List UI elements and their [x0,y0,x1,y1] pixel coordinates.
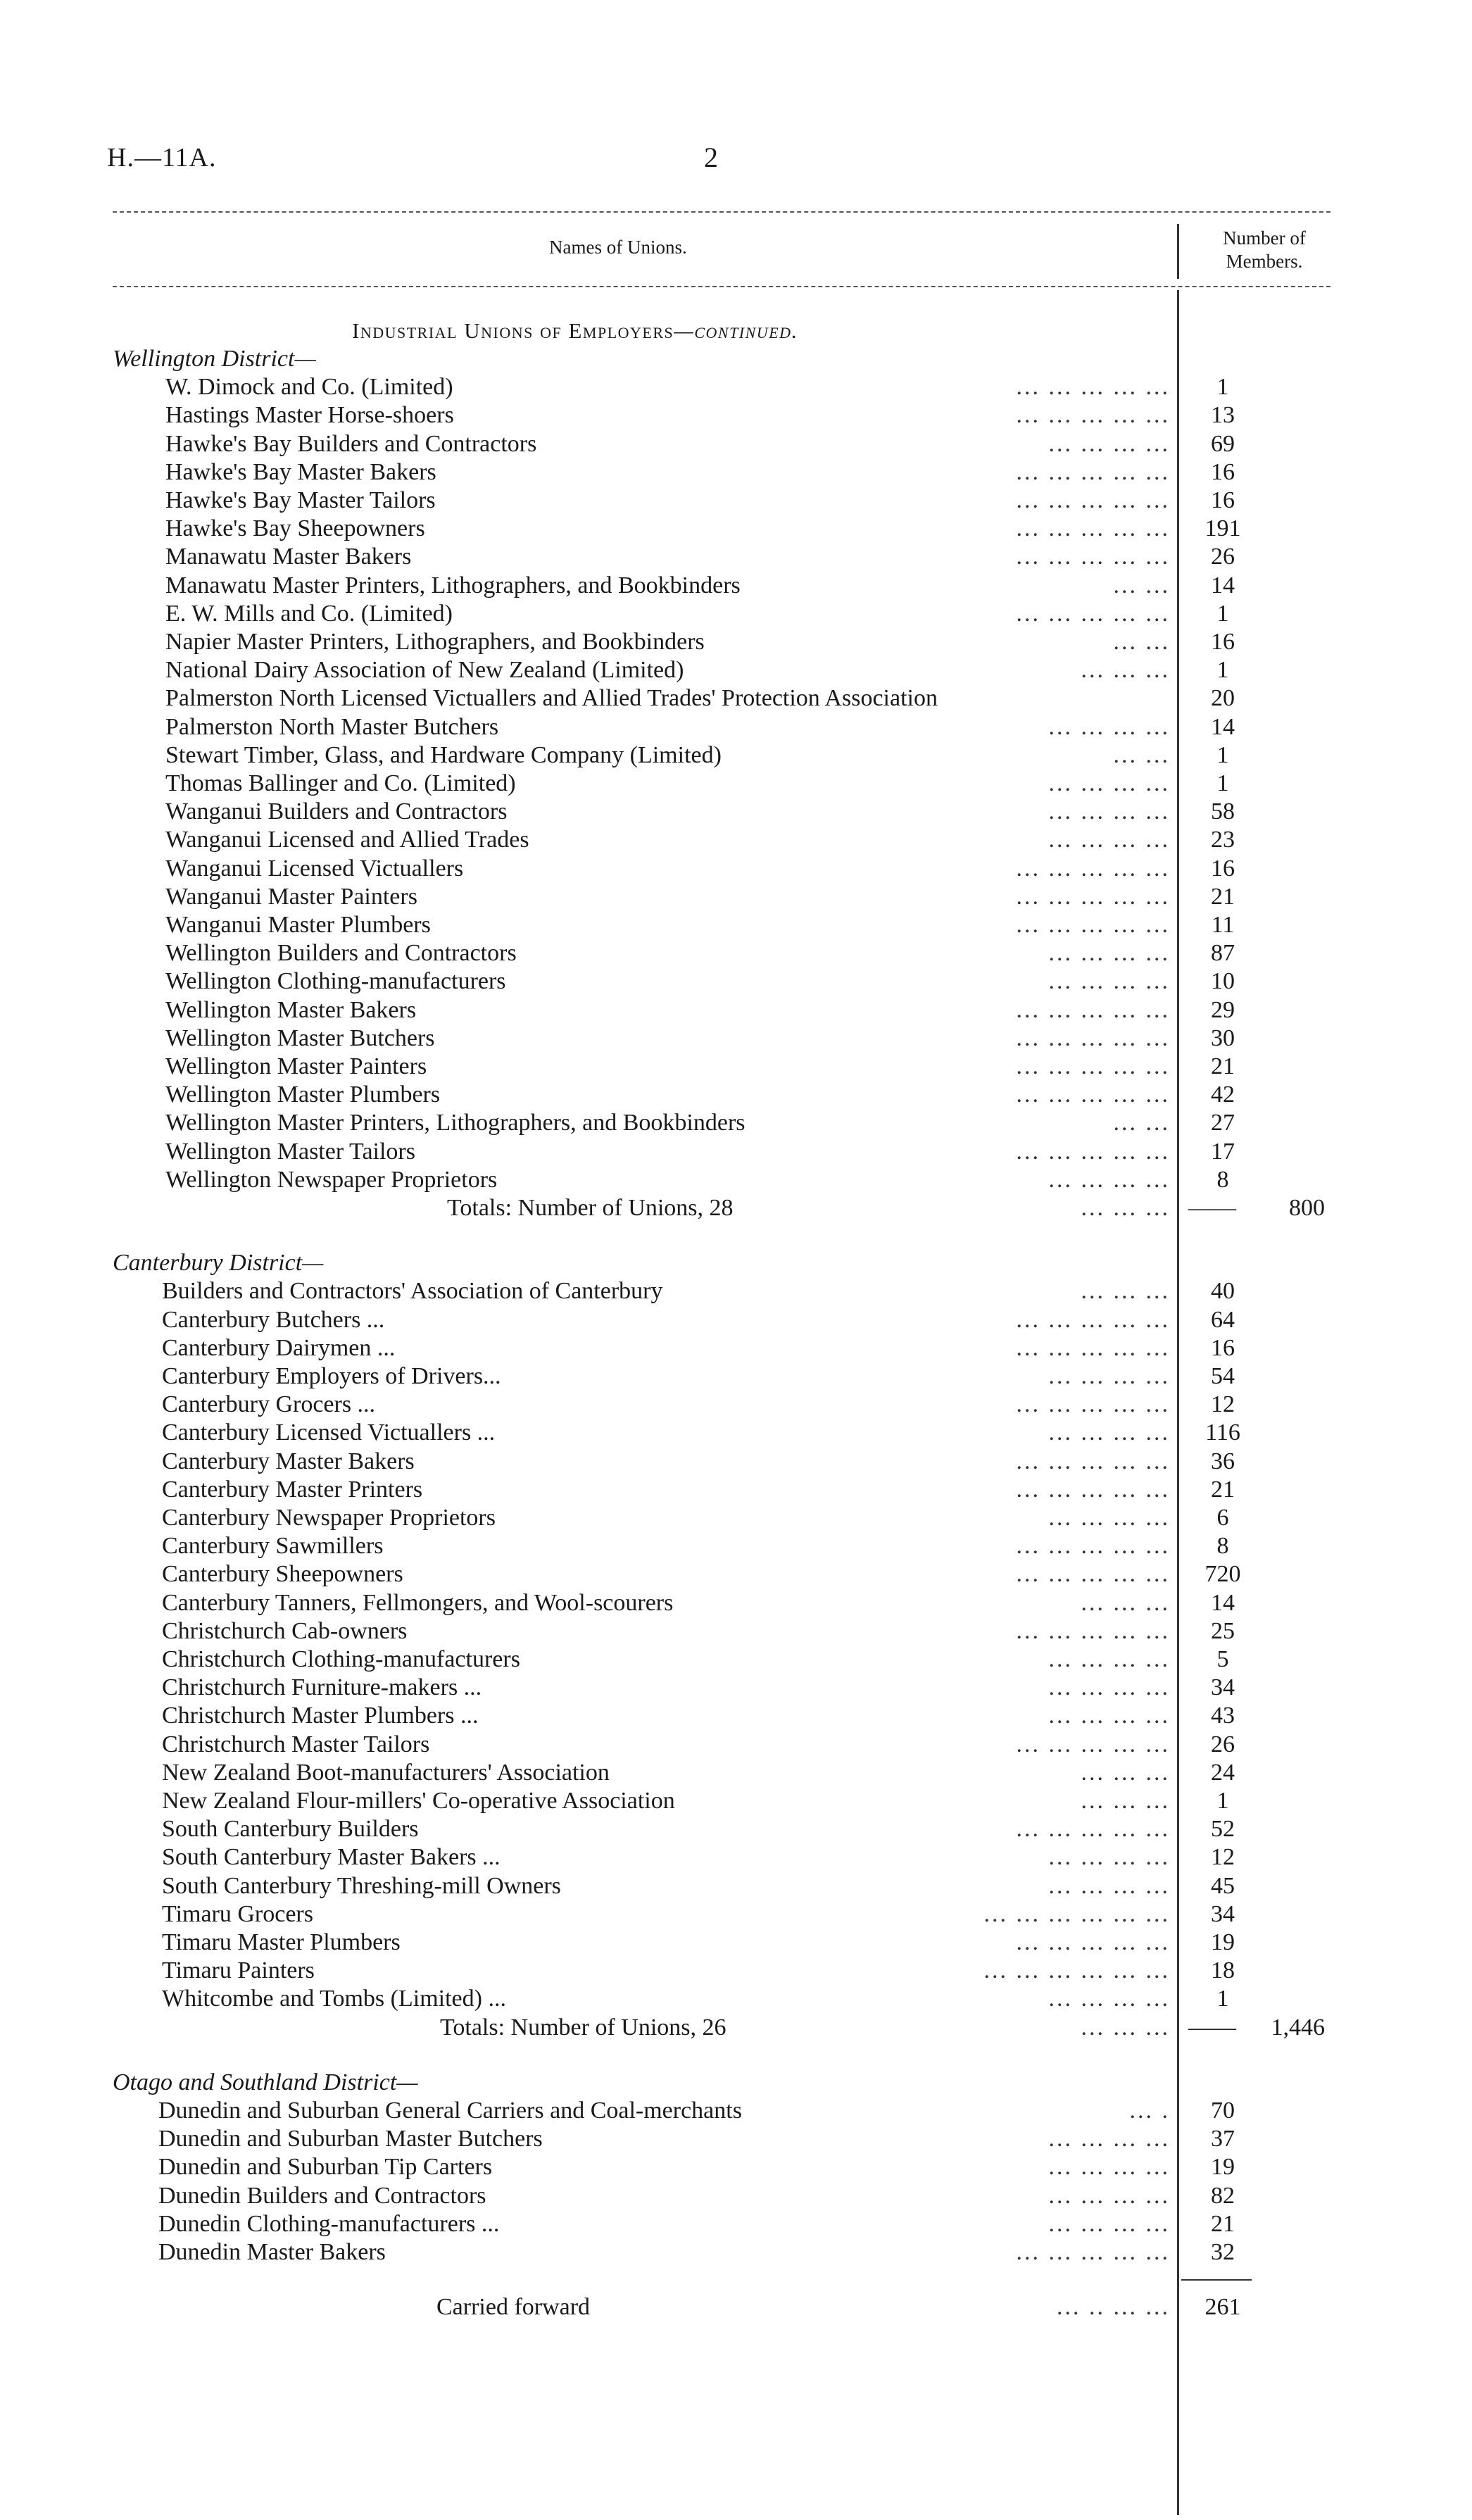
union-name: Canterbury Tanners, Fellmongers, and Wool-scourers [162,1589,674,1616]
totals-row [0,2014,1472,2042]
district-name: Wellington District— [113,346,316,372]
union-name: Wellington Master Plumbers [165,1082,441,1108]
table-row [0,1138,1472,1166]
union-name: Timaru Painters [162,1957,315,1984]
leader-dots: ... ... ... ... [1048,2210,1170,2237]
members-column-header [1201,227,1328,273]
leader-dots: ... ... ... ... [1048,798,1170,825]
district-total: 1,446 [1271,2014,1325,2041]
member-count: 26 [1211,1731,1235,1757]
member-count: 21 [1211,1053,1235,1079]
member-count: 720 [1204,1561,1241,1588]
page-number: 2 [704,142,718,173]
union-name: Canterbury Licensed Victuallers ... [162,1419,496,1446]
union-name: Canterbury Butchers ... [162,1306,385,1333]
member-count: 18 [1211,1957,1235,1984]
union-name: Dunedin and Suburban Tip Carters [158,2154,493,2181]
member-count: 54 [1211,1363,1235,1389]
table-row [0,430,1472,458]
leader-dots: ... ... ... ... [1048,2154,1170,2181]
table-row [0,1900,1472,1929]
table-row [0,1815,1472,1843]
leader-dots: ... ... ... ... [1048,827,1170,853]
table-row [0,572,1472,600]
table-row [0,515,1472,543]
union-name: Timaru Grocers [162,1900,313,1927]
leader-dots: ... ... ... ... ... [1016,515,1170,542]
table-row [0,1702,1472,1730]
member-count: 40 [1211,1278,1235,1305]
section-title [0,317,1472,345]
names-column-header: Names of Unions. [549,237,687,258]
leader-dots: ... ... ... ... [1048,2126,1170,2152]
leader-dots: ... ... ... ... ... [1016,1306,1170,1333]
member-count: 13 [1211,402,1235,429]
union-name: National Dairy Association of New Zealand (Limited) [165,657,684,684]
totals-label: Totals: Number of Unions, 26 [440,2014,726,2041]
union-name: Wellington Newspaper Proprietors [165,1166,498,1193]
union-name: Dunedin and Suburban Master Butchers [158,2126,543,2152]
leader-dots: ... ... ... ... ... [1016,1561,1170,1588]
union-name: Thomas Ballinger and Co. (Limited) [165,770,516,796]
table-row [0,1109,1472,1137]
union-name: Wanganui Builders and Contractors [165,798,508,825]
union-name: South Canterbury Threshing-mill Owners [162,1872,561,1899]
member-count: 64 [1211,1306,1235,1333]
union-name: Palmerston North Master Butchers [165,713,499,740]
table-row [0,1872,1472,1900]
union-name: Manawatu Master Bakers [165,544,412,570]
leader-dots: ... ... ... ... ... [1016,883,1170,910]
member-count: 82 [1211,2182,1235,2209]
union-name: New Zealand Flour-millers' Co-operative Association [162,1788,675,1814]
table-row [0,1617,1472,1645]
table-row [0,741,1472,770]
table-row [0,1532,1472,1560]
union-name: Hawke's Bay Master Bakers [165,458,436,485]
leader-dots: ... ... ... ... ... [1016,912,1170,938]
table-row [0,487,1472,515]
leader-dots: ... ... ... ... ... [1016,1533,1170,1560]
table-row [0,684,1472,713]
district-name: Otago and Southland District— [113,2069,418,2095]
member-count: 42 [1211,1082,1235,1108]
union-name: Wellington Builders and Contractors [165,940,517,967]
table-row [0,1334,1472,1362]
union-name: W. Dimock and Co. (Limited) [165,374,453,401]
union-name: Christchurch Master Plumbers ... [162,1703,479,1729]
leader-dots: ... ... ... [1081,1278,1170,1305]
member-count: 30 [1211,1024,1235,1051]
union-name: Wanganui Master Painters [165,883,417,910]
union-name: Canterbury Newspaper Proprietors [162,1505,496,1531]
leader-dots: ... ... ... ... ... [1016,1053,1170,1079]
member-count: 12 [1211,1844,1235,1871]
member-count: 19 [1211,2154,1235,2181]
top-rule [113,211,1331,213]
member-count: 14 [1211,1589,1235,1616]
member-count: 14 [1211,572,1235,598]
table-row [0,401,1472,430]
leader-dots: ... ... ... ... [1048,2182,1170,2209]
union-name: Wanganui Licensed Victuallers [165,855,464,882]
leader-dots: ... ... [1113,741,1170,768]
table-row [0,2238,1472,2267]
member-count: 8 [1216,1533,1229,1560]
leader-dots: ... ... ... ... ... [1016,1138,1170,1165]
table-row [0,770,1472,798]
leader-dots: ... ... ... ... ... [1016,600,1170,627]
member-count: 52 [1211,1816,1235,1843]
header-column-divider [1177,224,1179,279]
union-name: Wellington Master Painters [165,1053,427,1079]
table-row [0,1362,1472,1391]
table-row [0,1645,1472,1674]
union-name: Christchurch Cab-owners [162,1617,408,1644]
member-count: 36 [1211,1448,1235,1474]
leader-dots: ... ... ... [1081,1589,1170,1616]
member-count: 21 [1211,1476,1235,1503]
union-name: Canterbury Dairymen ... [162,1334,396,1361]
table-row [0,1306,1472,1334]
leader-dots: ... ... [1113,572,1170,598]
leader-dots: ... ... ... ... ... [1016,402,1170,429]
leader-dots: ... ... ... ... ... ... [983,1957,1170,1984]
member-count: 43 [1211,1703,1235,1729]
member-count: 1 [1216,600,1229,627]
member-count: 20 [1211,685,1235,712]
member-count: 12 [1211,1391,1235,1418]
table-row [0,1560,1472,1588]
table-row [0,1476,1472,1504]
table-row [0,1419,1472,1447]
members-header-line2: Members. [1226,251,1303,272]
union-name: Canterbury Sawmillers [162,1533,384,1560]
union-name: South Canterbury Master Bakers ... [162,1844,501,1871]
leader-dots: ... ... ... ... [1048,1844,1170,1871]
leader-dots: ... ... ... [1081,1788,1170,1814]
member-count: 16 [1211,487,1235,513]
member-count: 1 [1216,374,1229,401]
leader-dots: ... ... ... ... ... [1016,1448,1170,1474]
leader-dots: ... ... ... ... ... [1016,1476,1170,1503]
table-row [0,1589,1472,1617]
district-heading [0,1249,1472,1277]
union-name: Wanganui Licensed and Allied Trades [165,827,529,853]
table-row [0,1843,1472,1872]
leader-dots: ... ... ... ... ... [1016,487,1170,513]
union-name: Hastings Master Horse-shoers [165,402,454,429]
union-name: Canterbury Grocers ... [162,1391,376,1418]
member-count: 32 [1211,2239,1235,2265]
union-name: Christchurch Master Tailors [162,1731,430,1757]
table-row [0,2097,1472,2125]
district-heading [0,345,1472,373]
member-count: 70 [1211,2098,1235,2124]
leader-dots: ... ... ... ... [1048,940,1170,967]
carried-forward-value: 261 [1204,2294,1241,2321]
member-count: 26 [1211,544,1235,570]
table-row [0,1166,1472,1194]
table-row [0,2125,1472,2153]
member-count: 1 [1216,1788,1229,1814]
table-row [0,1391,1472,1419]
union-name: Dunedin and Suburban General Carriers and Coal-merchants [158,2098,742,2124]
union-name: Christchurch Furniture-makers ... [162,1674,482,1701]
member-count: 34 [1211,1674,1235,1701]
leader-dots: ... ... ... ... [1048,1872,1170,1899]
member-count: 45 [1211,1872,1235,1899]
member-count: 116 [1205,1419,1240,1446]
leader-dots: ... ... ... ... ... [1016,996,1170,1023]
member-count: 23 [1211,827,1235,853]
district-total: 800 [1289,1195,1325,1221]
table-row [0,883,1472,911]
union-name: Whitcombe and Tombs (Limited) ... [162,1986,506,2012]
table-row [0,798,1472,826]
union-name: Canterbury Sheepowners [162,1561,403,1588]
leader-dots: ... ... ... ... [1048,713,1170,740]
member-count: 29 [1211,996,1235,1023]
leader-dots: ... ... ... [1081,1195,1170,1221]
leader-dots: ... ... ... ... ... [1016,1334,1170,1361]
totals-dash: —— [1188,2014,1236,2041]
member-count: 16 [1211,1334,1235,1361]
leader-dots: ... ... ... ... ... [1016,544,1170,570]
totals-row [0,1194,1472,1222]
members-header-line1: Number of [1223,227,1306,249]
union-name: Dunedin Master Bakers [158,2239,386,2265]
table-row [0,1504,1472,1532]
leader-dots: ... ... ... ... ... [1016,1929,1170,1955]
leader-dots: ... ... ... ... [1048,1646,1170,1672]
table-row [0,1985,1472,2013]
member-count: 69 [1211,430,1235,457]
table-row [0,1053,1472,1081]
leader-dots: ... ... ... ... ... [1016,1816,1170,1843]
table-row [0,1759,1472,1787]
union-name: Canterbury Employers of Drivers... [162,1363,501,1389]
table-row [0,1957,1472,1985]
union-name: Wanganui Master Plumbers [165,912,431,938]
page-reference: H.—11A. [107,143,217,173]
table-row [0,2153,1472,2181]
leader-dots: ... ... ... [1081,2014,1170,2041]
member-count: 16 [1211,629,1235,655]
district-name: Canterbury District— [113,1250,324,1277]
member-count: 191 [1204,515,1241,542]
district-heading [0,2069,1472,2097]
member-count: 16 [1211,458,1235,485]
union-name: Dunedin Clothing-manufacturers ... [158,2210,500,2237]
union-name: New Zealand Boot-manufacturers' Association [162,1759,610,1786]
member-count: 1 [1216,770,1229,796]
union-name: Wellington Master Butchers [165,1024,435,1051]
member-count: 16 [1211,855,1235,882]
leader-dots: ... ... ... ... [1048,430,1170,457]
table-row [0,2182,1472,2210]
member-count: 5 [1216,1646,1229,1672]
member-count: 17 [1211,1138,1235,1165]
header-rule [113,286,1331,287]
table-row [0,373,1472,401]
member-count: 87 [1211,940,1235,967]
totals-label: Totals: Number of Unions, 28 [447,1195,734,1221]
union-name: Builders and Contractors' Association of Canterbury [162,1278,663,1305]
union-name: Canterbury Master Bakers [162,1448,415,1474]
leader-dots: ... ... ... ... [1048,1703,1170,1729]
leader-dots: ... ... ... ... ... [1016,2239,1170,2265]
member-count: 1 [1216,1986,1229,2012]
union-name: Manawatu Master Printers, Lithographers, and Bookbinders [165,572,741,598]
table-row [0,656,1472,684]
member-count: 10 [1211,968,1235,995]
union-name: Napier Master Printers, Lithographers, and Bookbinders [165,629,705,655]
leader-dots: ... ... ... [1081,1759,1170,1786]
table-row [0,855,1472,883]
union-name: South Canterbury Builders [162,1816,419,1843]
leader-dots: ... ... ... ... [1048,1419,1170,1446]
table-row [0,826,1472,854]
leader-dots: ... ... [1113,629,1170,655]
carried-forward-row [0,2293,1472,2321]
carried-forward-label: Carried forward [436,2294,591,2321]
leader-dots: ... ... ... ... ... [1016,1391,1170,1418]
member-count: 25 [1211,1617,1235,1644]
leader-dots: ... ... ... ... ... [1016,1731,1170,1757]
member-count: 58 [1211,798,1235,825]
table-row [0,1448,1472,1476]
table-row [0,600,1472,628]
table-row [0,1024,1472,1053]
union-name: Christchurch Clothing-manufacturers [162,1646,520,1672]
leader-dots: ... ... ... [1081,657,1170,684]
table-row [0,1081,1472,1109]
union-name: Wellington Clothing-manufacturers [165,968,506,995]
member-count: 11 [1211,912,1235,938]
section-title-suffix: —continued. [674,318,798,343]
leader-dots: ... ... ... ... [1048,1986,1170,2012]
leader-dots: ... ... ... ... ... [1016,1617,1170,1644]
union-name: Wellington Master Tailors [165,1138,415,1165]
member-count: 24 [1211,1759,1235,1786]
leader-dots: ... ... ... ... ... [1016,1024,1170,1051]
table-row [0,2210,1472,2238]
member-count: 19 [1211,1929,1235,1955]
table-row [0,967,1472,996]
leader-dots: ... ... ... ... ... [1016,458,1170,485]
member-count: 1 [1216,657,1229,684]
leader-dots: ... ... ... ... ... [1016,855,1170,882]
table-row [0,628,1472,656]
union-name: Wellington Master Bakers [165,996,417,1023]
member-count: 8 [1216,1166,1229,1193]
member-count: 1 [1216,741,1229,768]
table-row [0,1277,1472,1305]
union-name: E. W. Mills and Co. (Limited) [165,600,453,627]
section-title-text: Industrial Unions of Employers—continued. [352,318,798,343]
leader-dots: ... ... [1113,1110,1170,1136]
table-row [0,939,1472,967]
leader-dots: ... ... ... ... [1048,770,1170,796]
member-count: 34 [1211,1900,1235,1927]
table-row [0,996,1472,1024]
member-count: 14 [1211,713,1235,740]
sum-rule [1181,2279,1252,2281]
leader-dots: ... ... ... ... [1048,1674,1170,1701]
member-count: 21 [1211,883,1235,910]
union-name: Hawke's Bay Builders and Contractors [165,430,537,457]
union-name: Canterbury Master Printers [162,1476,423,1503]
member-count: 27 [1211,1110,1235,1136]
member-count: 37 [1211,2126,1235,2152]
union-name: Stewart Timber, Glass, and Hardware Company (Limited) [165,741,722,768]
leader-dots: ... .. ... ... [1057,2294,1170,2321]
union-name: Timaru Master Plumbers [162,1929,401,1955]
leader-dots: ... . [1129,2098,1170,2124]
table-row [0,911,1472,939]
union-name: Hawke's Bay Sheepowners [165,515,425,542]
member-count: 21 [1211,2210,1235,2237]
union-name: Wellington Master Printers, Lithographers, and Bookbinders [165,1110,746,1136]
union-name: Hawke's Bay Master Tailors [165,487,436,513]
member-count: 6 [1216,1505,1229,1531]
table-row [0,543,1472,571]
table-row [0,1674,1472,1702]
table-row [0,1787,1472,1815]
union-name: Dunedin Builders and Contractors [158,2182,486,2209]
table-row [0,458,1472,487]
table-row [0,713,1472,741]
leader-dots: ... ... ... ... ... [1016,374,1170,401]
leader-dots: ... ... ... ... ... [1016,1082,1170,1108]
totals-dash: —— [1188,1195,1236,1221]
leader-dots: ... ... ... ... [1048,1166,1170,1193]
leader-dots: ... ... ... ... [1048,1505,1170,1531]
union-name: Palmerston North Licensed Victuallers and Allied Trades' Protection Association [165,685,938,712]
leader-dots: ... ... ... ... [1048,1363,1170,1389]
leader-dots: ... ... ... ... [1048,968,1170,995]
table-row [0,1731,1472,1759]
leader-dots: ... ... ... ... ... ... [983,1900,1170,1927]
table-row [0,1929,1472,1957]
